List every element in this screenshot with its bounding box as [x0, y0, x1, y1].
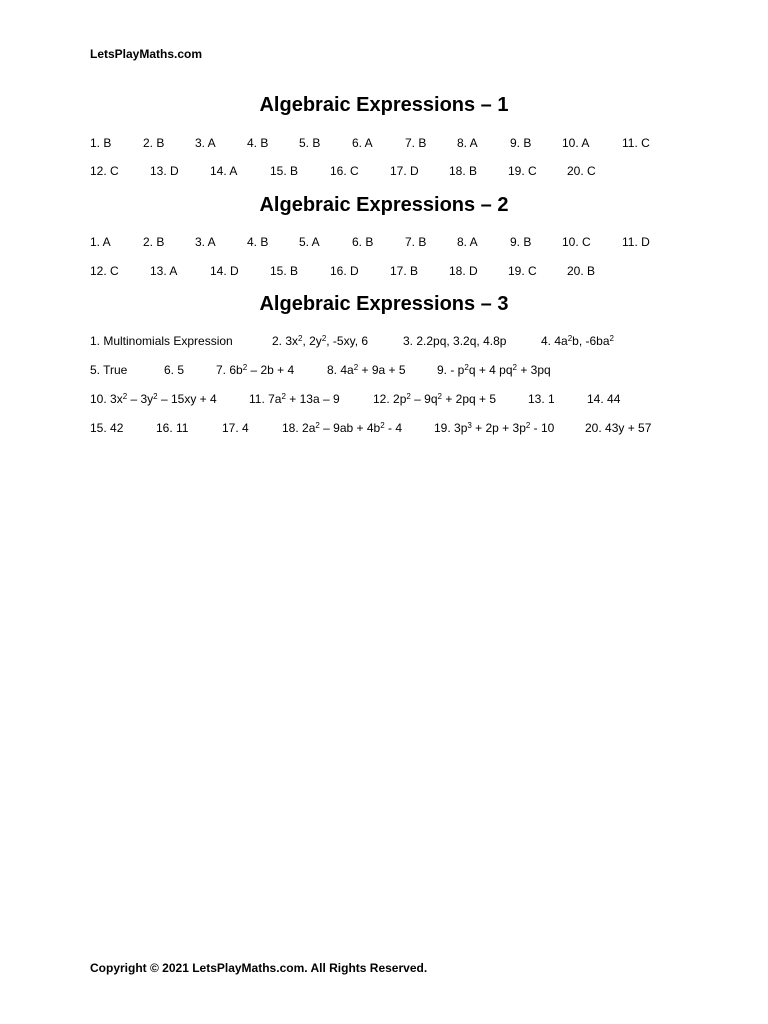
answer-item: 1. A [90, 235, 111, 249]
answer-item: 10. C [562, 235, 591, 249]
answer-item: 12. $2p^2 - 9q^2 + 2pq + 5$ [373, 392, 497, 406]
answer-item: 15. 42 [90, 421, 124, 435]
answer-item: 3. 2.2pq, 3.2q, 4.8p [403, 334, 507, 348]
answer-item: 3. A [195, 136, 216, 150]
answer-item: 12. C [90, 264, 119, 278]
answer-item: 13. 1 [528, 392, 555, 406]
answer-item: 14. 44 [587, 392, 621, 406]
answer-item: 8. A [457, 136, 478, 150]
answer-item: 11. C [622, 136, 650, 150]
answer-item: 15. B [270, 164, 299, 178]
answer-item: 4. B [247, 235, 269, 249]
answer-item: 5. True [90, 363, 128, 377]
answer-item: 14. A [210, 164, 238, 178]
answer-item: 16. C [330, 164, 359, 178]
answer-item: 13. D [150, 164, 179, 178]
answer-item: 6. B [352, 235, 374, 249]
answer-item: 10. A [562, 136, 590, 150]
answer-item: 16. 11 [156, 421, 189, 435]
answer-item: 2. B [143, 235, 165, 249]
answer-item: 13. A [150, 264, 178, 278]
answer-item: 7. B [405, 136, 427, 150]
answer-item: 8. A [457, 235, 478, 249]
answer-item: 4. $4a^2b$, $-6ba^2$ [541, 334, 614, 348]
answer-item: 19. C [508, 164, 537, 178]
answer-item: 18. B [449, 164, 478, 178]
copyright-footer: Copyright © 2021 LetsPlayMaths.com. All Rights Reserved. [90, 961, 428, 975]
answer-item: 5. B [299, 136, 321, 150]
answer-item: 2. B [143, 136, 165, 150]
answer-item: 19. C [508, 264, 537, 278]
section-title-1: Algebraic Expressions – 1 [259, 94, 509, 116]
answer-item: 7. B [405, 235, 427, 249]
answer-item: 8. $4a^2 + 9a + 5$ [327, 363, 406, 377]
answer-item: 2. $3x^2$, $2y^2$, -5xy, 6 [272, 334, 369, 348]
site-header: LetsPlayMaths.com [90, 47, 203, 61]
answer-item: 18. D [449, 264, 478, 278]
answer-item: 11. D [622, 235, 650, 249]
answer-item: 19. $3p^3 + 2p + 3p^2 - 10$ [434, 421, 555, 435]
answer-item: 5. A [299, 235, 320, 249]
answer-item: 9. - $p^2q + 4$ $pq^2 + 3pq$ [437, 363, 551, 377]
answer-item: 17. D [390, 164, 419, 178]
answer-item: 10. $3x^2 - 3y^2 - 15xy + 4$ [90, 392, 217, 406]
answer-item: 20. 43y + 57 [585, 421, 652, 435]
answer-item: 15. B [270, 264, 299, 278]
answer-item: 6. 5 [164, 363, 185, 377]
answer-item: 9. B [510, 235, 532, 249]
answer-item: 7. $6b^2 - 2b + 4$ [216, 363, 295, 377]
answer-item: 11. $7a^2 + 13a - 9$ [249, 392, 340, 406]
answer-item: 1. Multinomials Expression [90, 334, 233, 348]
answer-item: 12. C [90, 164, 119, 178]
answer-item: 20. B [567, 264, 596, 278]
answer-item: 1. B [90, 136, 112, 150]
answer-item: 16. D [330, 264, 359, 278]
answer-item: 20. C [567, 164, 596, 178]
answer-item: 18. $2a^2 - 9ab + 4b^2 - 4$ [282, 421, 403, 435]
section-title-3: Algebraic Expressions – 3 [259, 293, 509, 315]
answer-item: 6. A [352, 136, 373, 150]
section-title-2: Algebraic Expressions – 2 [259, 194, 509, 216]
answer-item: 4. B [247, 136, 269, 150]
answer-item: 9. B [510, 136, 532, 150]
answer-item: 3. A [195, 235, 216, 249]
answer-item: 17. 4 [222, 421, 249, 435]
answer-item: 14. D [210, 264, 239, 278]
answer-item: 17. B [390, 264, 419, 278]
